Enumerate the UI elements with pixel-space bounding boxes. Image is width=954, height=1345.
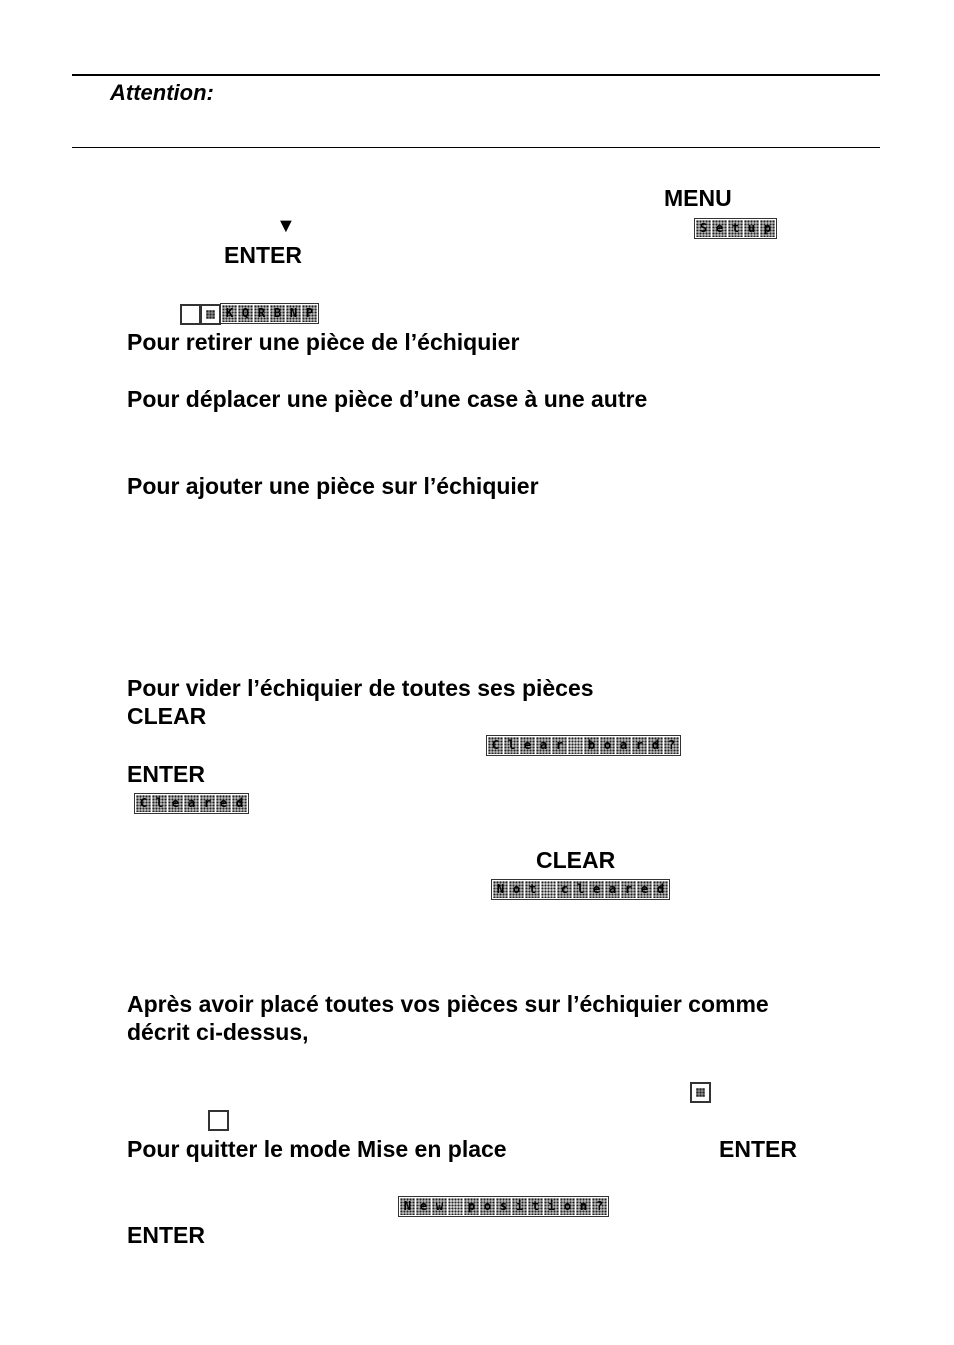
heading-after-line1: Après avoir placé toutes vos pièces sur l’échiquier comme	[127, 991, 769, 1017]
lcd-char: P	[302, 305, 317, 322]
lcd-char: a	[184, 795, 199, 812]
lcd-char: Q	[238, 305, 253, 322]
lcd-char: a	[616, 737, 631, 754]
lcd-char: r	[552, 737, 567, 754]
heading-remove: Pour retirer une pièce de l’échiquier	[127, 329, 520, 355]
filled-square-icon-2	[690, 1082, 711, 1103]
enter-key-4: ENTER	[127, 1222, 205, 1248]
empty-square-icon-2	[208, 1110, 229, 1131]
lcd-char: C	[488, 737, 503, 754]
clear-key-1: CLEAR	[127, 703, 207, 729]
lcd-char	[568, 737, 583, 754]
lcd-char: N	[493, 881, 508, 898]
lcd-char: r	[200, 795, 215, 812]
lcd-char	[541, 881, 556, 898]
filled-square-icon	[200, 304, 221, 325]
bottom-rule	[72, 147, 880, 148]
lcd-char: n	[576, 1198, 591, 1215]
enter-key-1: ENTER	[224, 242, 302, 268]
lcd-char: l	[573, 881, 588, 898]
lcd-char: c	[557, 881, 572, 898]
heading-add: Pour ajouter une pièce sur l’échiquier	[127, 473, 539, 499]
lcd-char: a	[536, 737, 551, 754]
lcd-char	[448, 1198, 463, 1215]
lcd-char: d	[232, 795, 247, 812]
lcd-char: o	[480, 1198, 495, 1215]
lcd-char: e	[637, 881, 652, 898]
lcd-char: e	[216, 795, 231, 812]
lcd-not-cleared	[491, 879, 670, 900]
lcd-char: B	[270, 305, 285, 322]
lcd-char: S	[696, 220, 711, 237]
lcd-char: e	[168, 795, 183, 812]
enter-key-2: ENTER	[127, 761, 205, 787]
lcd-char: w	[432, 1198, 447, 1215]
lcd-char: C	[136, 795, 151, 812]
lcd-char: e	[712, 220, 727, 237]
lcd-char: R	[254, 305, 269, 322]
lcd-new-position	[398, 1196, 609, 1217]
heading-after-line2: décrit ci-dessus,	[127, 1019, 309, 1045]
lcd-char: t	[528, 1198, 543, 1215]
lcd-char: o	[560, 1198, 575, 1215]
lcd-char: r	[632, 737, 647, 754]
lcd-char: N	[286, 305, 301, 322]
lcd-char: b	[584, 737, 599, 754]
lcd-char: u	[744, 220, 759, 237]
lcd-char: i	[512, 1198, 527, 1215]
lcd-char: a	[605, 881, 620, 898]
empty-square-icon	[180, 304, 201, 325]
lcd-char: e	[520, 737, 535, 754]
lcd-char: i	[544, 1198, 559, 1215]
attention-label: Attention:	[110, 80, 214, 105]
lcd-cleared	[134, 793, 249, 814]
lcd-char: p	[464, 1198, 479, 1215]
lcd-char: t	[525, 881, 540, 898]
heading-move: Pour déplacer une pièce d’une case à une autre	[127, 386, 648, 412]
lcd-char: r	[621, 881, 636, 898]
lcd-char: d	[653, 881, 668, 898]
heading-empty: Pour vider l’échiquier de toutes ses pièces	[127, 675, 594, 701]
lcd-setup	[694, 218, 777, 239]
lcd-clear-board	[486, 735, 681, 756]
lcd-char: l	[152, 795, 167, 812]
lcd-char: t	[728, 220, 743, 237]
menu-key: MENU	[664, 185, 732, 211]
lcd-char: e	[416, 1198, 431, 1215]
enter-key-3: ENTER	[719, 1136, 797, 1162]
lcd-char: s	[496, 1198, 511, 1215]
lcd-char: ?	[664, 737, 679, 754]
lcd-char: o	[600, 737, 615, 754]
clear-key-2: CLEAR	[536, 847, 616, 873]
lcd-char: K	[222, 305, 237, 322]
lcd-char: d	[648, 737, 663, 754]
lcd-pieces	[220, 303, 319, 324]
lcd-char: p	[760, 220, 775, 237]
lcd-char: ?	[592, 1198, 607, 1215]
lcd-char: N	[400, 1198, 415, 1215]
top-rule	[72, 74, 880, 76]
lcd-char: o	[509, 881, 524, 898]
lcd-char: l	[504, 737, 519, 754]
heading-quit: Pour quitter le mode Mise en place	[127, 1136, 507, 1162]
lcd-char: e	[589, 881, 604, 898]
down-arrow-icon: ▼	[276, 215, 296, 237]
